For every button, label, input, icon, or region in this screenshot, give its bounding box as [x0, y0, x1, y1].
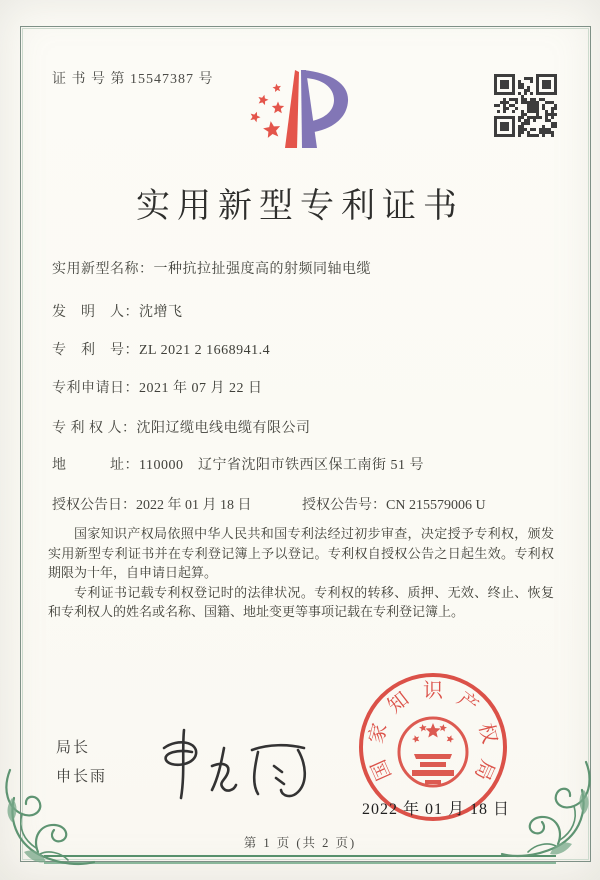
logo-wedge — [285, 70, 299, 148]
field-value: 一种抗拉扯强度高的射频同轴电缆 — [153, 262, 371, 277]
svg-text:产: 产 — [452, 688, 483, 718]
cnipa-logo-icon — [243, 66, 355, 152]
qr-code — [494, 74, 557, 137]
field-row-filing-date — [52, 377, 263, 397]
corner-ornament-left-icon — [4, 768, 98, 872]
grant-date-value: 2022 年 01 月 18 日 — [136, 498, 252, 513]
grant-no-value: CN 215579006 U — [386, 498, 486, 513]
field-value: ZL 2021 2 1668941.4 — [139, 343, 271, 358]
bottom-rule — [44, 855, 556, 864]
logo-p-stem — [301, 70, 317, 148]
seal-date: 2022 年 01 月 18 日 — [362, 801, 511, 818]
signer-role: 局长 — [56, 740, 91, 756]
certificate-number: 证 书 号 第 15547387 号 — [52, 72, 214, 87]
field-row-name — [52, 258, 371, 278]
legal-paragraphs — [48, 524, 554, 622]
svg-text:知: 知 — [383, 688, 414, 718]
grant-no-label: 授权公告号： — [302, 498, 386, 513]
field-label: 专 利 号： — [52, 343, 139, 358]
grant-date-label: 授权公告日： — [52, 498, 136, 513]
signer-name: 申长雨 — [56, 769, 108, 785]
grant-date — [52, 494, 252, 514]
svg-text:权: 权 — [474, 721, 501, 746]
field-value: 110000 辽宁省沈阳市铁西区保工南街 51 号 — [139, 458, 424, 473]
svg-text:国: 国 — [367, 756, 396, 784]
svg-text:家: 家 — [365, 721, 392, 746]
field-value: 2021 年 07 月 22 日 — [139, 381, 263, 396]
corner-ornament-right-icon — [498, 760, 592, 864]
field-label: 专 利 权 人： — [52, 421, 137, 436]
page-footer: 第 1 页 (共 2 页) — [243, 836, 357, 850]
field-value: 沈阳辽缆电线电缆有限公司 — [136, 421, 311, 436]
field-label: 地 址： — [52, 458, 139, 473]
field-row-patent-no — [52, 339, 270, 359]
field-row-address — [52, 454, 424, 474]
field-row-inventor — [52, 301, 183, 321]
paragraph-1: 国家知识产权局依照中华人民共和国专利法经过初步审查，决定授予专利权，颁发实用新型专利证书并在专利登记簿上予以登记。专利权自授权公告之日起生效。专利权期限为十年，自申请日起算。 — [48, 526, 554, 580]
svg-text:局: 局 — [470, 756, 499, 784]
svg-text:识: 识 — [423, 680, 443, 702]
certificate-title: 实用新型专利证书 — [136, 188, 464, 225]
field-label: 发 明 人： — [52, 305, 139, 320]
field-value: 沈增飞 — [139, 305, 183, 320]
paragraph-2: 专利证书记载专利权登记时的法律状况。专利权的转移、质押、无效、终止、恢复和专利权人的姓名或名称、国籍、地址变更等事项记载在专利登记簿上。 — [48, 584, 554, 619]
grant-number — [302, 494, 486, 514]
field-label: 实用新型名称： — [52, 262, 154, 277]
logo-stars-icon — [250, 84, 284, 138]
field-row-patentee — [52, 417, 311, 437]
national-emblem-icon — [399, 718, 467, 786]
field-label: 专利申请日： — [52, 381, 139, 396]
signature-shen-changyu — [148, 722, 320, 804]
